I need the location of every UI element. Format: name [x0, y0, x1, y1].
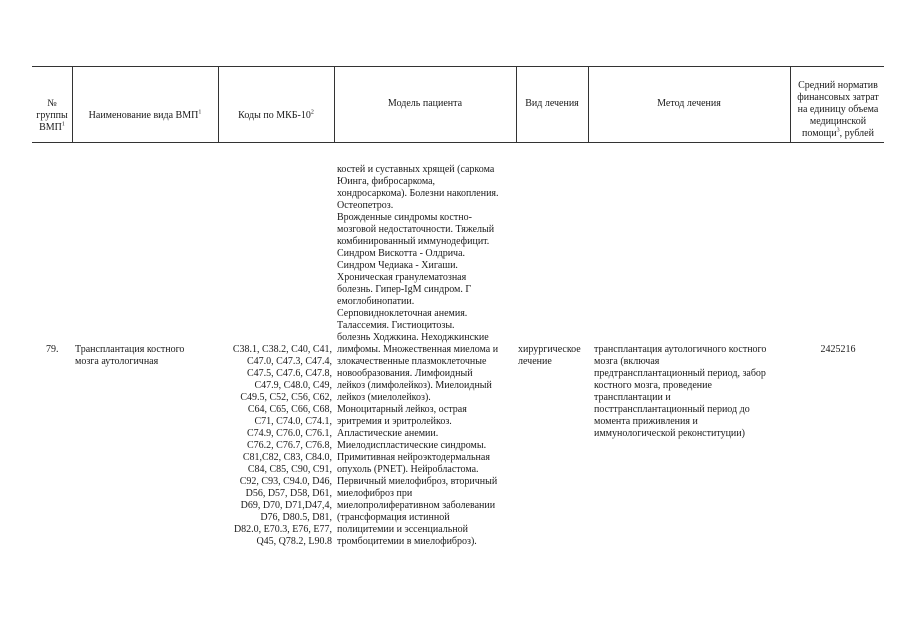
footnote-marker: 3 — [836, 127, 840, 134]
header-vmp-name-text: Наименование вида ВМП — [88, 110, 199, 121]
footnote-marker: 2 — [310, 109, 314, 116]
header-col-divider — [588, 66, 589, 142]
header-col-divider — [334, 66, 335, 142]
header-col-divider — [516, 66, 517, 142]
header-group-number — [33, 86, 71, 134]
header-icd-codes-text: Коды по МКБ-10 — [238, 110, 311, 121]
cell-cost-value: 2425216 — [820, 344, 856, 355]
header-patient-model: Модель пациента — [387, 98, 463, 109]
cell-icd-codes: C38.1, C38.2, C40, C41, C47.0, C47.3, C47.4, C47.5, C47.6, C47.8, C47.9, C48.0, C49, C49.5, C52, C56, C62, C64, C65, C66, C68, C71, C74.0, C74.1, C74.9, C76.0, C76.1, C76.2, C76.7, C76.8, C81,C82, C83, C84.0, C84, C85, C90, C91, C92, C93, C94.0, D46, D56, D57, D58, D61, D69, D70, D71,D47,4, D76, D80.5, D81, D82.0, E70.3, E76, E77, Q45, Q78.2, L90.8 — [232, 344, 332, 547]
header-cost-standard — [792, 80, 884, 140]
cell-group-number: 79. — [46, 344, 59, 355]
cell-treatment-type: хирургическое лечение — [518, 344, 581, 367]
cell-treatment-method: трансплантация аутологичного костного мозга (включая предтрансплантационный период, забор костного мозга, проведение трансплантации и посттрансплантационный период до момента приживления и иммунологической реконституции) — [594, 344, 767, 439]
cell-patient-model: костей и суставных хрящей (саркома Юинга, фибросаркома, хондросаркома). Болезни накопления. Остеопетроз. Врожденные синдромы костно- мозговой недостаточности. Тяжелый комбинированный иммунодефицит. Синдром Вискотта - Олдрича. Синдром Чедиака - Хигаши. Хроническая гранулематозная болезнь. Гипер-IgM синдром. Г емоглобинопатии. Серповидноклеточная анемия. Талассемия. Гистиоцитозы. болезнь Ходжкина. Неходжкинские лимфомы. Множественная миелома и злокачественные плазмоклеточные новообразования. Лимфоидный лейкоз (лимфолейкоз). Миелоидный лейкоз (миелолейкоз). Моноцитарный лейкоз, острая эритремия и эритролейкоз. Апластические анемии. Миелодиспластические синдромы. Примитивная нейроэктодермальная опухоль (PNET). Нейробластома. Первичный миелофиброз, вторичный миелофиброз при миелопролиферативном заболевании (трансформация истинной полицитемии и эссенциальной тромбоцитемии в миелофиброз). — [337, 164, 499, 547]
table-top-rule — [32, 66, 884, 67]
header-col-divider — [790, 66, 791, 142]
header-treatment-type: Вид лечения — [525, 98, 579, 109]
header-group-number-text: № группы ВМП — [36, 98, 68, 133]
footnote-marker: 1 — [61, 121, 65, 128]
header-cost-standard-text: Средний норматив финансовых затрат на единицу объема медицинской помощи — [797, 80, 879, 139]
header-vmp-name — [74, 98, 216, 122]
header-icd-codes — [220, 98, 332, 122]
footnote-marker: 1 — [198, 109, 202, 116]
header-cost-standard-unit: , рублей — [839, 128, 874, 139]
header-treatment-method: Метод лечения — [657, 98, 721, 109]
header-col-divider — [218, 66, 219, 142]
table-header-bottom-rule — [32, 142, 884, 143]
header-col-divider — [72, 66, 73, 142]
cell-vmp-name: Трансплантация костного мозга аутологичная — [75, 344, 185, 367]
